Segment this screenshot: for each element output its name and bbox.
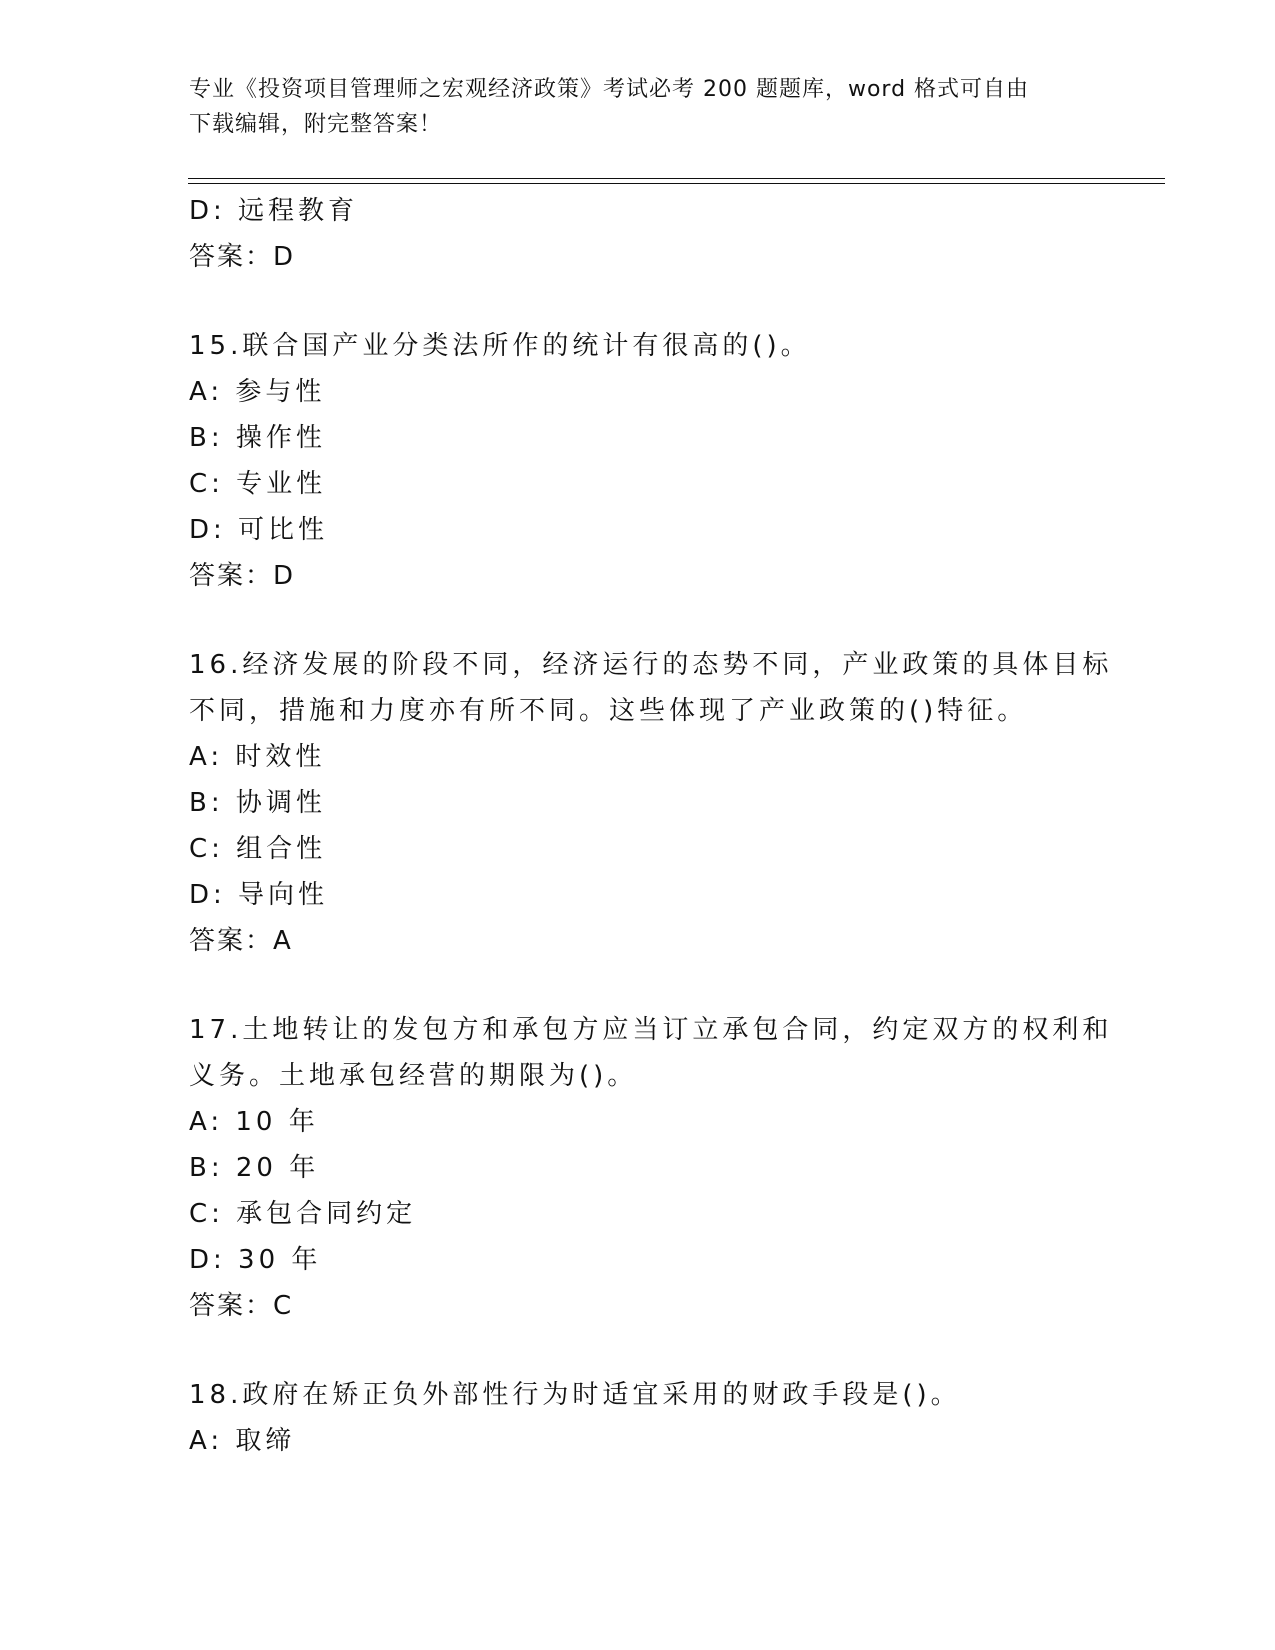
option-b: B: 操作性 <box>189 423 326 453</box>
option-c: C: 承包合同约定 <box>189 1199 417 1229</box>
option-c: C: 组合性 <box>189 834 327 864</box>
question-stem-line-1: 16.经济发展的阶段不同，经济运行的态势不同，产业政策的具体目标 <box>189 650 1113 680</box>
option-a: A: 时效性 <box>189 742 326 772</box>
question-stem-line-2: 义务。土地承包经营的期限为()。 <box>189 1061 638 1091</box>
previous-question-tail <box>189 188 1109 280</box>
option-b: B: 20 年 <box>189 1153 320 1183</box>
answer-line: 答案：A <box>189 926 293 956</box>
header-rule-top <box>188 178 1165 179</box>
question-16 <box>189 642 1113 964</box>
question-stem: 15.联合国产业分类法所作的统计有很高的()。 <box>189 331 811 361</box>
question-15 <box>189 323 1109 599</box>
option-d: D: 可比性 <box>189 515 329 545</box>
option-d: D: 远程教育 <box>189 196 359 226</box>
question-list <box>189 188 1113 1464</box>
question-stem: 18.政府在矫正负外部性行为时适宜采用的财政手段是()。 <box>189 1380 961 1410</box>
answer-line: 答案：D <box>189 561 296 591</box>
option-a: A: 取缔 <box>189 1426 296 1456</box>
document-header <box>189 72 1089 142</box>
option-d: D: 导向性 <box>189 880 329 910</box>
option-b: B: 协调性 <box>189 788 326 818</box>
answer-line: 答案：D <box>189 242 296 272</box>
header-line-1: 专业《投资项目管理师之宏观经济政策》考试必考 200 题题库，word 格式可自由 <box>189 77 1030 102</box>
question-stem-line-1: 17.土地转让的发包方和承包方应当订立承包合同，约定双方的权利和 <box>189 1015 1113 1045</box>
spacer <box>189 1329 1109 1372</box>
option-a: A: 10 年 <box>189 1107 319 1137</box>
question-18 <box>189 1372 1109 1464</box>
header-line-2: 下载编辑，附完整答案！ <box>189 112 443 137</box>
question-stem-line-2: 不同，措施和力度亦有所不同。这些体现了产业政策的()特征。 <box>189 696 1028 726</box>
spacer <box>189 599 1109 642</box>
option-a: A: 参与性 <box>189 377 326 407</box>
question-17 <box>189 1007 1113 1329</box>
option-c: C: 专业性 <box>189 469 327 499</box>
answer-line: 答案：C <box>189 1291 294 1321</box>
option-d: D: 30 年 <box>189 1245 322 1275</box>
spacer <box>189 964 1109 1007</box>
header-rule-bottom <box>188 183 1165 184</box>
spacer <box>189 280 1109 323</box>
